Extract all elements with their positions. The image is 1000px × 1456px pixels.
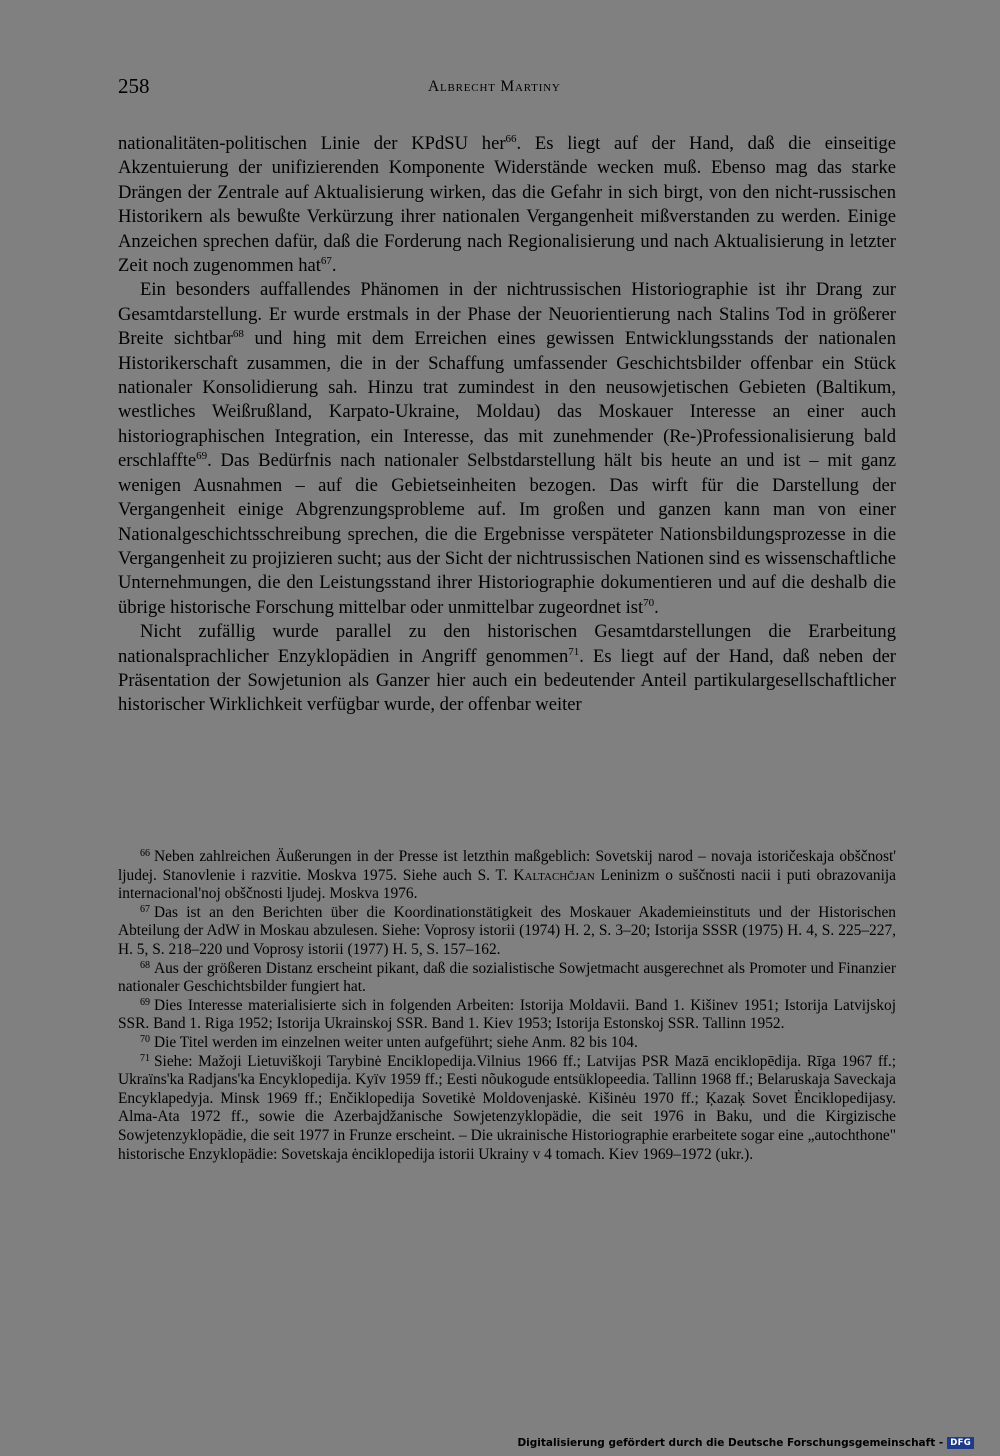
footnote-mark: 66 (140, 848, 150, 859)
footnote-ref-69[interactable]: 69 (196, 450, 208, 463)
footnote-ref-71[interactable]: 71 (568, 645, 580, 658)
footnote-mark: 69 (140, 996, 150, 1008)
footnote-70: $^{70}$ Die Titel werden im einzelnen weiter unten aufgeführt; siehe Anm. 82 bis 104. (140, 1033, 638, 1051)
footnote-ref-67[interactable]: 67 (320, 255, 332, 268)
paragraph-1: nationalitäten-politischen Linie der KPdSU her$^{66}$. Es liegt auf der Hand, daß die einseitige Akzentuierung der unifizierenden Komponente Widerstände wecken muß. Ebenso mag das starke Drängen der Zentrale auf Aktualisierung wirken, das die Gefahr in sich birgt, von den nicht-russischen Historikern als bewußte Verkürzung ihrer nationalen Vergangenheit mißverstanden zu werden. Einige Anzeichen sprechen dafür, daß die Forderung nach Regionalisierung und nach Aktualisierung in letzter Zeit noch zugenommen hat$^{67}$. (118, 133, 896, 277)
credit-text: Digitalisierung gefördert durch die Deutsche Forschungsgemeinschaft - (517, 1437, 944, 1449)
paragraph-2: Ein besonders auffallendes Phänomen in der nichtrussischen Historiographie ist ihr Drang zur Gesamtdarstellung. Er wurde erstmals in der Phase der Neuorientierung nach Stalins Tod in größerer Breite sichtbar$^{68}$ und hing mit dem Erreichen eines gewissen Entwicklungsstands der nationalen Historikerschaft zusammen, die in der Schaffung umfassender Geschichtsbilder offenbar ein Stück nationaler Konsolidierung sah. Hinzu trat zumindest in den neusowjetischen Gebieten (Baltikum, westliches Weißrußland, Karpato-Ukraine, Moldau) das Moskauer Interesse an einer auch historiographischen Integration, ein Interesse, das mit zunehmender (Re-)Professionalisierung bald erschlaffte$^{69}$. Das Bedürfnis nach nationaler Selbstdarstellung hält bis heute an und ist – mit ganz wenigen Ausnahmen – auf die Gebietseinheiten bezogen. Das wirft für die Darstellung der Vergangenheit einige Abgrenzungsprobleme auf. Im großen und ganzen kann man von einer Nationalgeschichtsschreibung sprechen, die die Ergebnisse verspäteter Nationsbildungsprozesse in die Vergangenheit zu projizieren sucht; aus der Sicht der nichtrussischen Nationen sind es wissenschaftliche Unternehmungen, die den Leistungsstand ihrer Historiographie dokumentieren und auf die deshalb die übrige historische Forschung mittelbar oder unmittelbar zugeordnet ist$^{70}$. (118, 279, 896, 618)
page-number: 258 (118, 74, 150, 98)
footnote-ref-66[interactable]: 66 (505, 133, 517, 145)
footnote-mark: 67 (140, 903, 150, 915)
footnote-mark: 71 (140, 1052, 150, 1064)
footnote-mark: 70 (140, 1033, 150, 1045)
author-name: Kaltachčjan (513, 866, 595, 884)
footnote-67: $^{67}$ Das ist an den Berichten über die Koordinationstätigkeit des Moskauer Akademieinstituts und der Historischen Abteilung der AdW in Moskau abzulesen. Siehe: Voprosy istorii (1974) H. 2, S. 3–20; Istorija SSSR (1975) H. 4, S. 225–227, H. 5, S. 218–220 und Voprosy istorii (1977) H. 5, S. 157–162. (118, 903, 896, 958)
digitization-credit (517, 1437, 974, 1449)
dfg-logo-icon: DFG (947, 1437, 974, 1449)
footnote-mark: 68 (140, 959, 150, 971)
footnote-68: $^{68}$ Aus der größeren Distanz erscheint pikant, daß die sozialistische Sowjetmacht ausgerechnet als Promoter und Finanzier nationaler Geschichtsbilder fungiert hat. (118, 959, 896, 996)
main-text (118, 132, 896, 718)
footnote-69: $^{69}$ Dies Interesse materialisierte sich in folgenden Arbeiten: Istorija Moldavii. Band 1. Kišinev 1951; Istorija Latvijskoj SSR. Band 1. Riga 1952; Istorija Ukrainskoj SSR. Band 1. Kiev 1953; Istorija Estonskoj SSR. Tallinn 1952. (118, 996, 896, 1033)
footnote-71: $^{71}$ Siehe: Mažoji Lietuviškoji Tarybinė Enciklopedija.Vilnius 1966 ff.; Latvijas PSR Mazā enciklopēdija. Rīga 1967 ff.; Ukraïns'ka Radjans'ka Encyklopedija. Kyïv 1959 ff.; Eesti nõukogude entsüklopeedia. Tallinn 1968 ff.; Belaruskaja Saveckaja Encyklapedyja. Minsk 1969 ff.; Enčiklopedija Sovetikė Moldovenjaskė. Kišinėu 1970 ff.; Ķazaķ Sovet Ėnciklopedijasy. Alma-Ata 1972 ff., sowie die Azerbajdžanische Sowjetenzyklopädie, die seit 1976 in Baku, und die Kirgizische Sowjetenzyklopädie, die seit 1977 in Frunze erscheint. – Die ukrainische Historiographie erarbeitete sogar eine „autochthone" historische Enzyklopädie: Sovetskaja ėnciklopedija istorii Ukrainy v 4 tomach. Kiev 1969–1972 (ukr.). (118, 1052, 896, 1163)
footnote-66: $^{66}$ Neben zahlreichen Äußerungen in der Presse ist letzthin maßgeblich: Sovetskij narod – novaja istoričeskaja obščnost' ljudej. Stanovlenie i razvitie. Moskva 1975. Siehe auch S. T. Kaltachčjan Leninizm o suščnosti nacii i puti obrazovanija internacional'noj obščnosti ljudej. Moskva 1976. (118, 848, 896, 903)
page-header (118, 74, 896, 104)
footnote-ref-68[interactable]: 68 (232, 328, 244, 341)
footnote-ref-70[interactable]: 70 (643, 596, 655, 609)
running-head: Albrecht Martiny (428, 78, 561, 95)
footnotes (118, 848, 896, 1164)
paragraph-3: Nicht zufällig wurde parallel zu den historischen Gesamtdarstellungen die Erarbeitung nationalsprachlicher Enzyklopädien in Angriff genommen$^{71}$. Es liegt auf der Hand, daß neben der Präsentation der Sowjetunion als Ganzer hier auch ein bedeutender Anteil partikulargesellschaftlicher historischer Wirklichkeit verfügbar wurde, der offenbar weiter (118, 621, 896, 716)
